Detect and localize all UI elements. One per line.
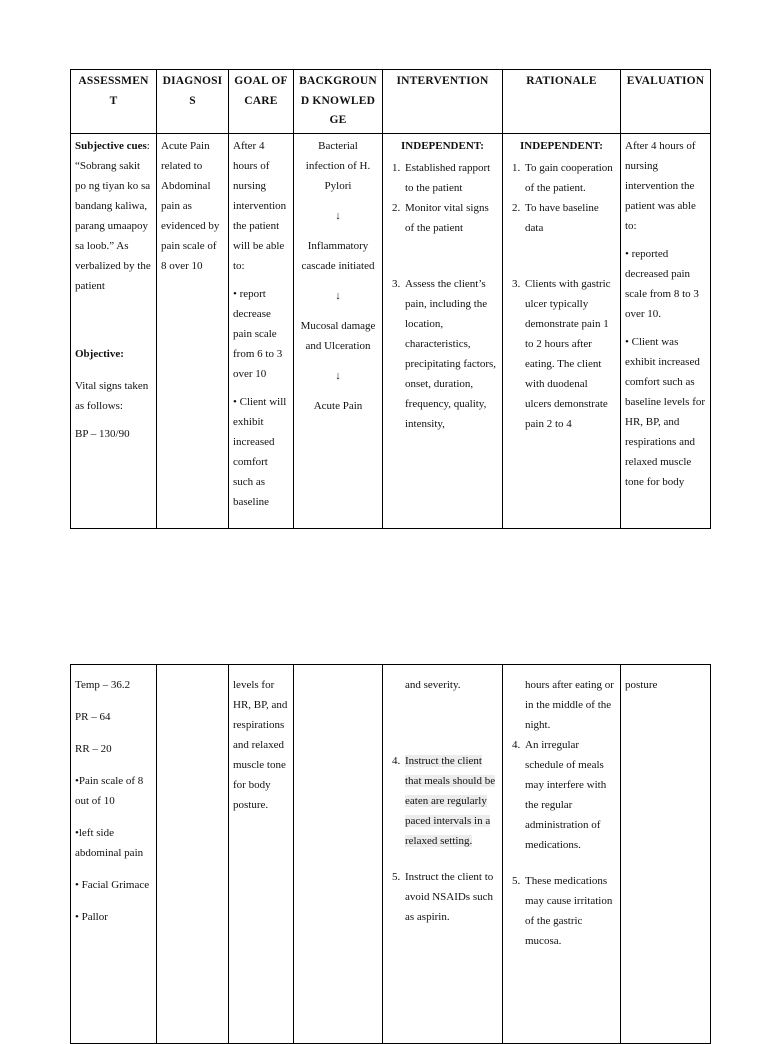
care-plan-table-page2 [70, 664, 711, 1044]
rationale-cell [503, 665, 621, 1044]
pain-scale-item: •Pain scale of 8 out of 10 [75, 775, 144, 807]
list-item: 1. To gain cooperation of the patient. [523, 158, 616, 198]
list-item: 5. Instruct the client to avoid NSAIDs such as aspirin. [403, 867, 498, 927]
goal-continued: levels for HR, BP, and respirations and relaxed muscle tone for body posture. [233, 679, 288, 811]
intervention-cell [383, 665, 503, 1044]
diagnosis-cell [157, 665, 229, 1044]
temp-reading: Temp – 36.2 [75, 679, 131, 691]
list-item: 1. Established rapport to the patient [403, 158, 498, 198]
header-rationale: RATIONALE [503, 70, 621, 134]
care-plan-table-page1 [70, 69, 711, 529]
assessment-cell [71, 133, 157, 528]
down-arrow-icon: ↓ [335, 209, 341, 222]
background-step: Mucosal damage and Ulceration [300, 319, 376, 352]
header-assessment: ASSESSMENT [71, 70, 157, 134]
list-item: 5. These medications may cause irritation of the gastric mucosa. [523, 871, 616, 951]
evaluation-cell [621, 133, 711, 528]
goal-intro: After 4 hours of nursing intervention the patient will be able to: [233, 139, 287, 272]
table-row [71, 665, 711, 1044]
background-step: Inflammatory cascade initiated [301, 239, 375, 272]
header-diagnosis: DIAGNOSIS [157, 70, 229, 134]
subjective-text: : “Sobrang sakit po ng tiyan ko sa bandang kaliwa, parang umaapoy sa loob.” As verbalized by the patient [75, 139, 151, 292]
intervention-continued: and severity. [405, 679, 461, 691]
background-step: Acute Pain [313, 399, 363, 412]
header-intervention: INTERVENTION [383, 70, 503, 134]
facial-grimace-item: • Facial Grimace [75, 879, 150, 891]
background-cell [294, 133, 383, 528]
objective-label: Objective: [75, 347, 124, 360]
diagnosis-cell [157, 133, 229, 528]
rationale-subheading: INDEPENDENT: [520, 139, 603, 152]
list-item: 2. Monitor vital signs of the patient [403, 198, 498, 238]
left-abdominal-item: •left side abdominal pain [75, 827, 144, 859]
header-background: BACKGROUND KNOWLEDGE [294, 70, 383, 134]
rationale-cell [503, 133, 621, 528]
rr-reading: RR – 20 [75, 743, 112, 755]
evaluation-item: • reported decreased pain scale from 8 to 3 over 10. [625, 247, 699, 320]
goal-cell [229, 665, 294, 1044]
bp-reading: BP – 130/90 [75, 427, 130, 440]
goal-cell [229, 133, 294, 528]
table-row [71, 133, 711, 528]
intervention-subheading: INDEPENDENT: [401, 139, 484, 152]
list-item [403, 751, 498, 851]
down-arrow-icon: ↓ [335, 289, 341, 302]
assessment-cell [71, 665, 157, 1044]
list-item: 3. Assess the client’s pain, including the location, characteristics, precipitating factors, onset, duration, frequency, quality, intensity, [403, 274, 498, 434]
evaluation-cell [621, 665, 711, 1044]
pallor-item: • Pallor [75, 911, 108, 923]
list-item: 4. An irregular schedule of meals may interfere with the regular administration of medications. [523, 735, 616, 855]
rationale-continued: hours after eating or in the middle of the night. [525, 679, 614, 731]
goal-item: • Client will exhibit increased comfort such as baseline [233, 395, 287, 508]
evaluation-item: • Client was exhibit increased comfort such as baseline levels for HR, BP, and respirations and relaxed muscle tone for body [625, 335, 706, 488]
list-item: 2. To have baseline data [523, 198, 616, 238]
header-goal: GOAL OF CARE [229, 70, 294, 134]
goal-item: • report decrease pain scale from 6 to 3 over 10 [233, 287, 283, 380]
intervention-cell [383, 133, 503, 528]
subjective-label: Subjective cues [75, 139, 147, 152]
header-row [71, 70, 711, 134]
background-cell [294, 665, 383, 1044]
evaluation-continued: posture [625, 679, 658, 691]
list-item: 3. Clients with gastric ulcer typically demonstrate pain 1 to 2 hours after eating. The client with duodenal ulcers demonstrate pain 2 to 4 [523, 274, 616, 434]
pr-reading: PR – 64 [75, 711, 111, 723]
down-arrow-icon: ↓ [335, 369, 341, 382]
background-step: Bacterial infection of H. Pylori [305, 139, 371, 192]
header-evaluation: EVALUATION [621, 70, 711, 134]
vitals-intro: Vital signs taken as follows: [75, 379, 149, 412]
evaluation-intro: After 4 hours of nursing intervention the patient was able to: [625, 139, 696, 232]
highlighted-text: Instruct the client that meals should be eaten are regularly paced intervals in a relaxed setting. [405, 755, 496, 847]
diagnosis-text: Acute Pain related to Abdominal pain as evidenced by pain scale of 8 over 10 [161, 139, 220, 272]
